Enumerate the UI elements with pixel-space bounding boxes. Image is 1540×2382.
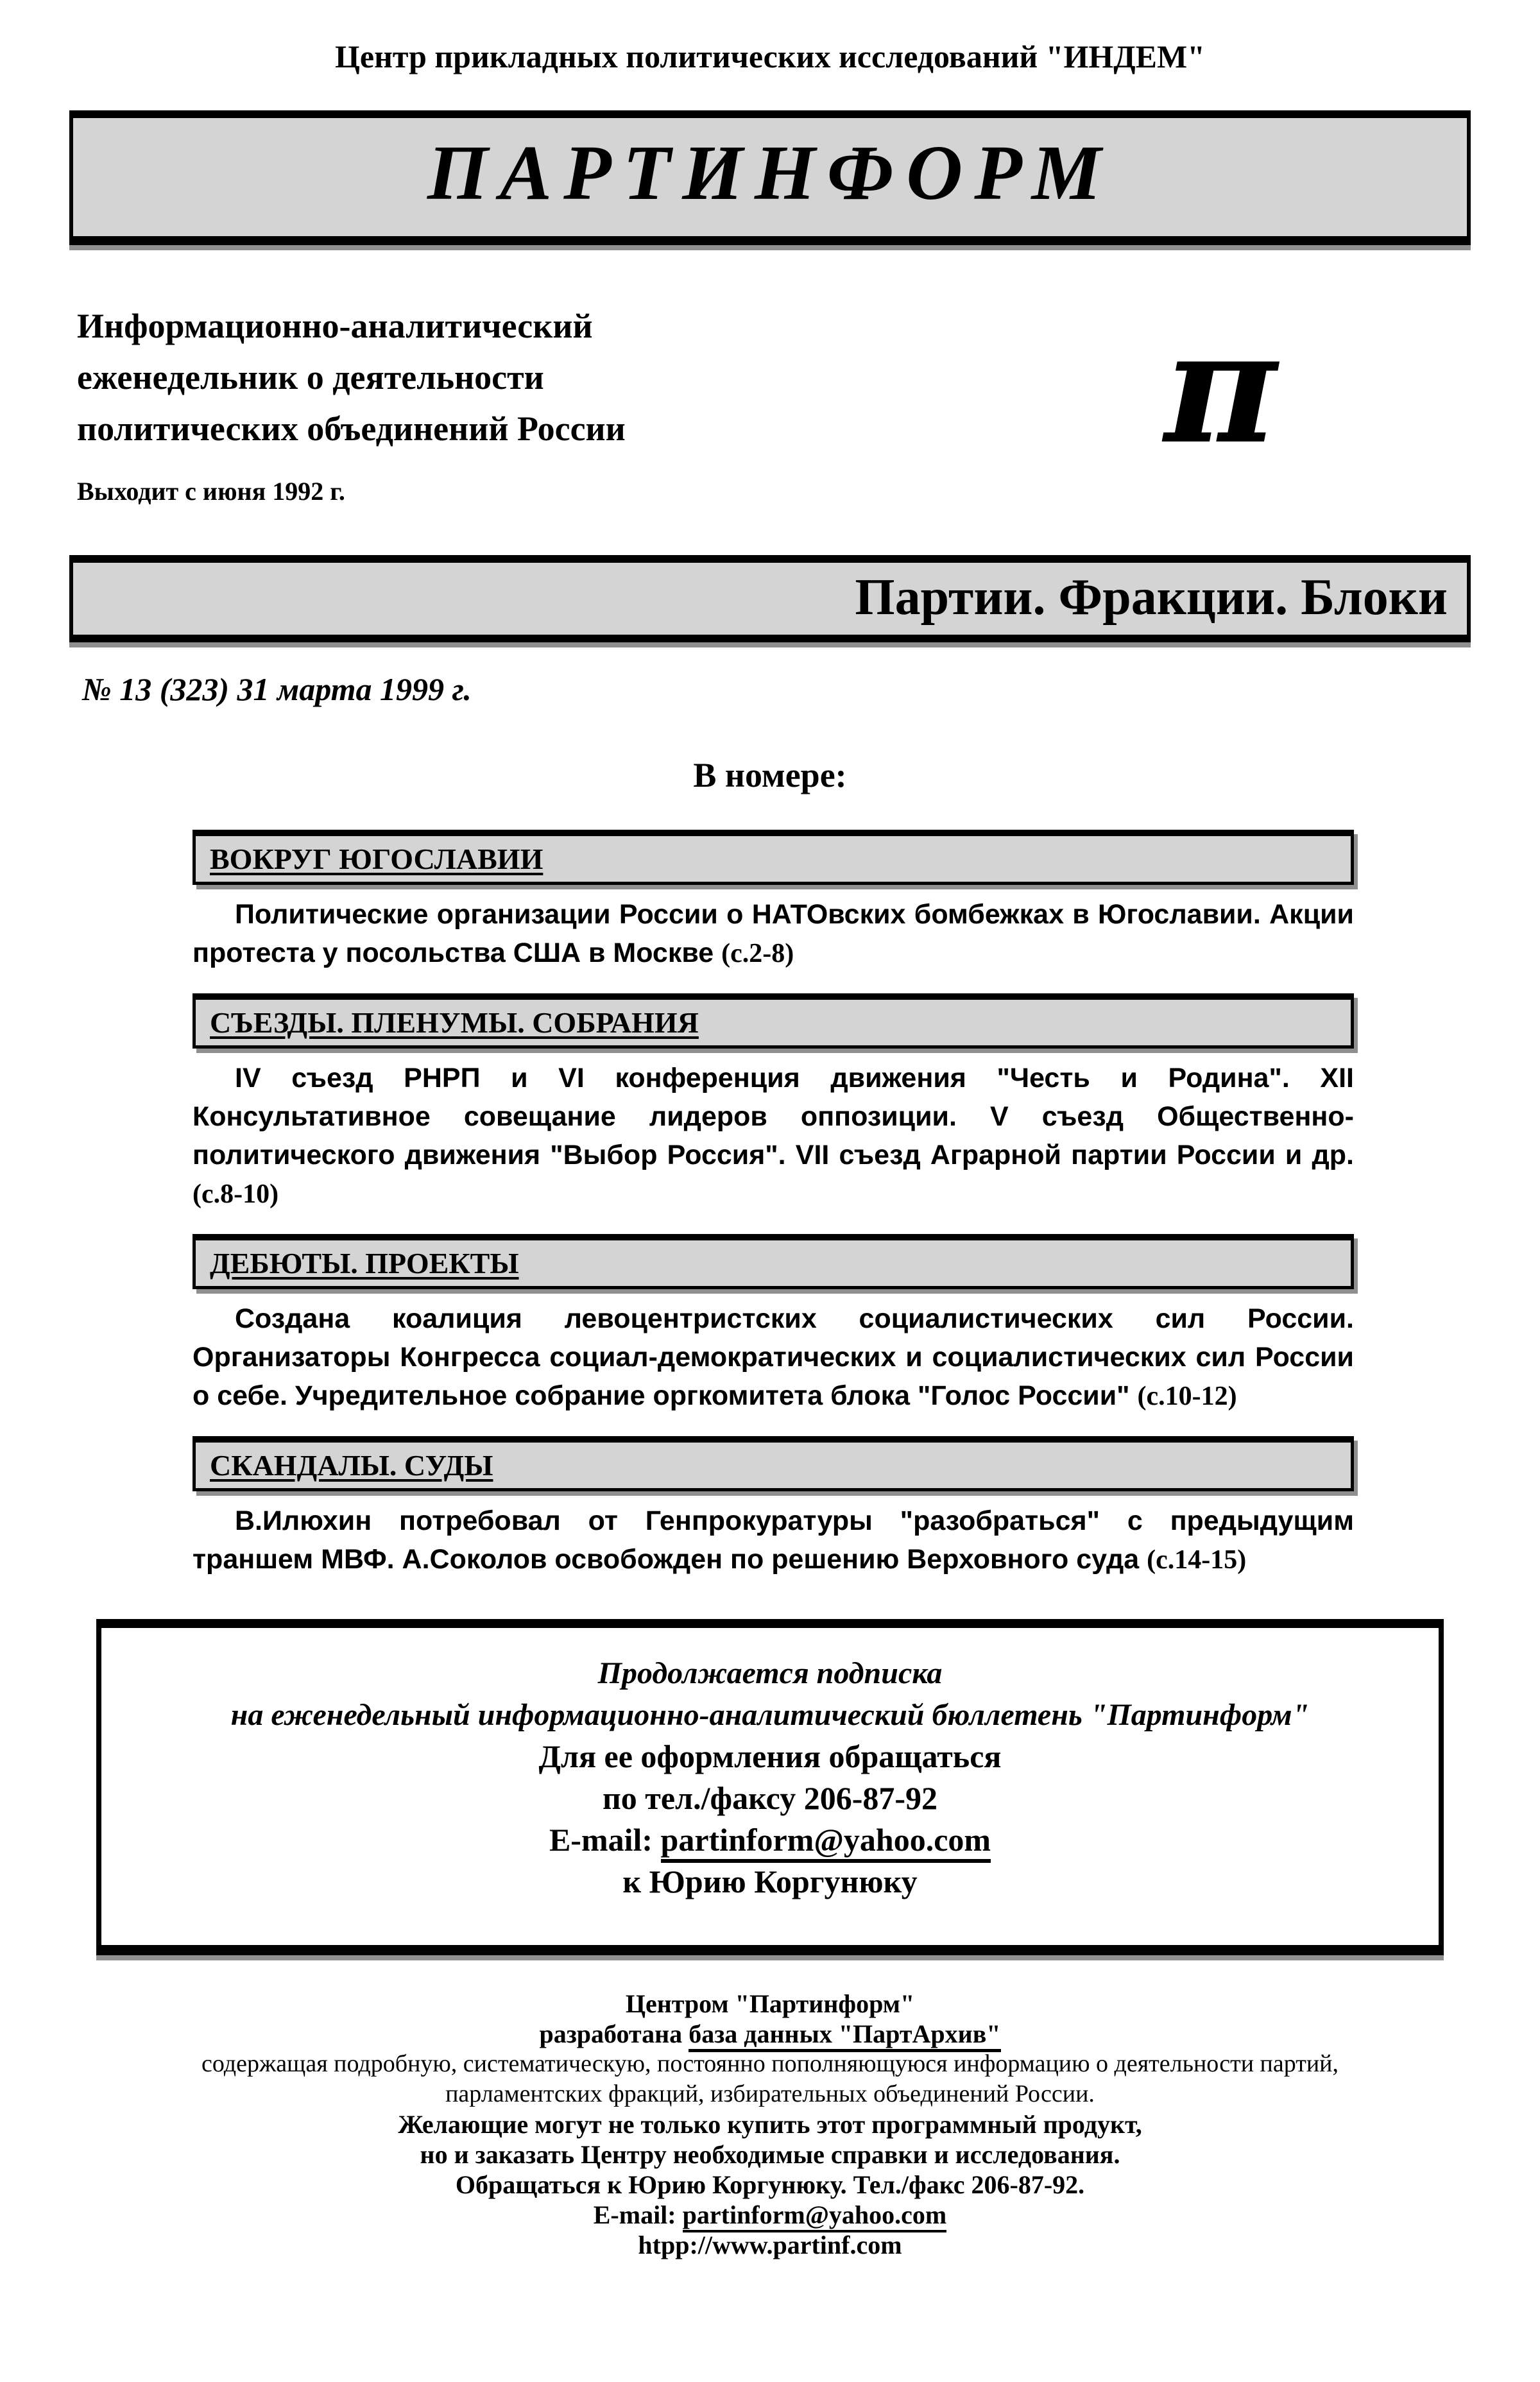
subtitle-line-3: политических объединений России [77, 409, 626, 448]
toc-section-summary [193, 895, 1354, 973]
toc-section-header-box [193, 1234, 1354, 1289]
email-link[interactable]: partinform@yahoo.com [661, 1822, 991, 1863]
subscription-line-3: Для ее оформления обращаться [538, 1738, 1002, 1774]
toc-section-summary [193, 1299, 1354, 1416]
email-label: E-mail: [593, 2200, 683, 2229]
masthead-title: ПАРТИНФОРМ [427, 130, 1113, 216]
pi-logo-icon: π [1164, 297, 1277, 478]
subscription-line-2: на еженедельный информационно-аналитический бюллетень "Партинформ" [230, 1698, 1310, 1732]
toc-section-summary-text: Политические организации России о НАТОвских бомбежках в Югославии. Акции протеста у посольства США в Москве [193, 899, 1354, 968]
toc-section-congresses [193, 993, 1354, 1213]
footer-line-2 [0, 2019, 1540, 2049]
toc-section-summary-text: В.Илюхин потребовал от Генпрокуратуры "разобраться" с предыдущим траншем МВФ. А.Соколов освобожден по решению Верховного суда [193, 1505, 1354, 1575]
subscription-box [96, 1619, 1444, 1955]
organization-name: Центр прикладных политических исследований "ИНДЕМ" [335, 39, 1205, 74]
footer-email-line [0, 2200, 1540, 2230]
email-label: E-mail: [549, 1822, 661, 1858]
toc-section-summary-text: IV съезд РНРП и VI конференция движения "Честь и Родина". XII Консультативное совещание лидеров оппозиции. V съезд Общественно-политического движения "Выбор Россия". VII съезд Аграрной партии России и др. [193, 1063, 1354, 1170]
subscription-line-1: Продолжается подписка [597, 1656, 943, 1690]
banner-box [69, 555, 1471, 642]
toc-section-title: СЪЕЗДЫ. ПЛЕНУМЫ. СОБРАНИЯ [210, 1006, 699, 1039]
toc-section-page-ref: (с.10-12) [1137, 1382, 1237, 1411]
subtitle-row [77, 297, 1463, 478]
subscription-phone-line: по тел./факсу 206-87-92 [603, 1780, 937, 1816]
toc-section-header-box [193, 993, 1354, 1049]
footer-website-line[interactable]: htpp://www.partinf.com [638, 2231, 902, 2259]
footer-line-1: Центром "Партинформ" [625, 1989, 915, 2018]
published-since-line: Выходит с июня 1992 г. [77, 477, 345, 506]
email-link[interactable]: partinform@yahoo.com [683, 2200, 947, 2232]
toc-section-summary-text: Создана коалиция левоцентристских социалистических сил России. Организаторы Конгресса социал-демократических и социалистических сил России о себе. Учредительное собрание оргкомитета блока "Голос России" [193, 1303, 1354, 1411]
subtitle-block [77, 300, 943, 454]
table-of-contents [193, 830, 1354, 1579]
toc-section-summary [193, 1059, 1354, 1213]
footer-line-5: Желающие могут не только купить этот программный продукт, [398, 2110, 1142, 2139]
masthead-box [69, 110, 1471, 245]
partarchive-database-name: база данных "ПартАрхив" [689, 2019, 1000, 2052]
subscription-contact-line: к Юрию Коргунюку [622, 1864, 918, 1899]
issue-number-date: № 13 (323) 31 марта 1999 г. [82, 671, 472, 707]
subtitle-line-2: еженедельник о деятельности [77, 358, 544, 397]
toc-section-title: ВОКРУГ ЮГОСЛАВИИ [210, 843, 543, 875]
toc-section-title: СКАНДАЛЫ. СУДЫ [210, 1449, 493, 1482]
toc-section-header-box [193, 830, 1354, 885]
toc-section-header-box [193, 1436, 1354, 1491]
partarchive-info-block [0, 1989, 1540, 2260]
footer-line-4: парламентских фракций, избирательных объединений России. [445, 2080, 1095, 2107]
footer-line-2-prefix: разработана [539, 2019, 689, 2048]
toc-section-page-ref: (с.8-10) [193, 1179, 279, 1209]
subtitle-line-1: Информационно-аналитический [77, 307, 593, 345]
banner-title: Партии. Фракции. Блоки [855, 569, 1448, 626]
footer-line-6: но и заказать Центру необходимые справки и исследования. [420, 2140, 1120, 2169]
toc-section-debuts [193, 1234, 1354, 1416]
toc-section-summary [193, 1502, 1354, 1579]
footer-line-3: содержащая подробную, систематическую, постоянно пополняющуюся информацию о деятельности партий, [201, 2050, 1339, 2077]
toc-section-page-ref: (с.2-8) [721, 939, 794, 968]
subscription-email-line [114, 1819, 1426, 1861]
toc-heading: В номере: [693, 756, 847, 794]
footer-contact-line: Обращаться к Юрию Коргунюку. Тел./факс 206-87-92. [455, 2170, 1085, 2199]
toc-section-scandals [193, 1436, 1354, 1579]
toc-section-yugoslavia [193, 830, 1354, 973]
toc-section-title: ДЕБЮТЫ. ПРОЕКТЫ [210, 1247, 519, 1280]
toc-section-page-ref: (с.14-15) [1147, 1545, 1247, 1575]
